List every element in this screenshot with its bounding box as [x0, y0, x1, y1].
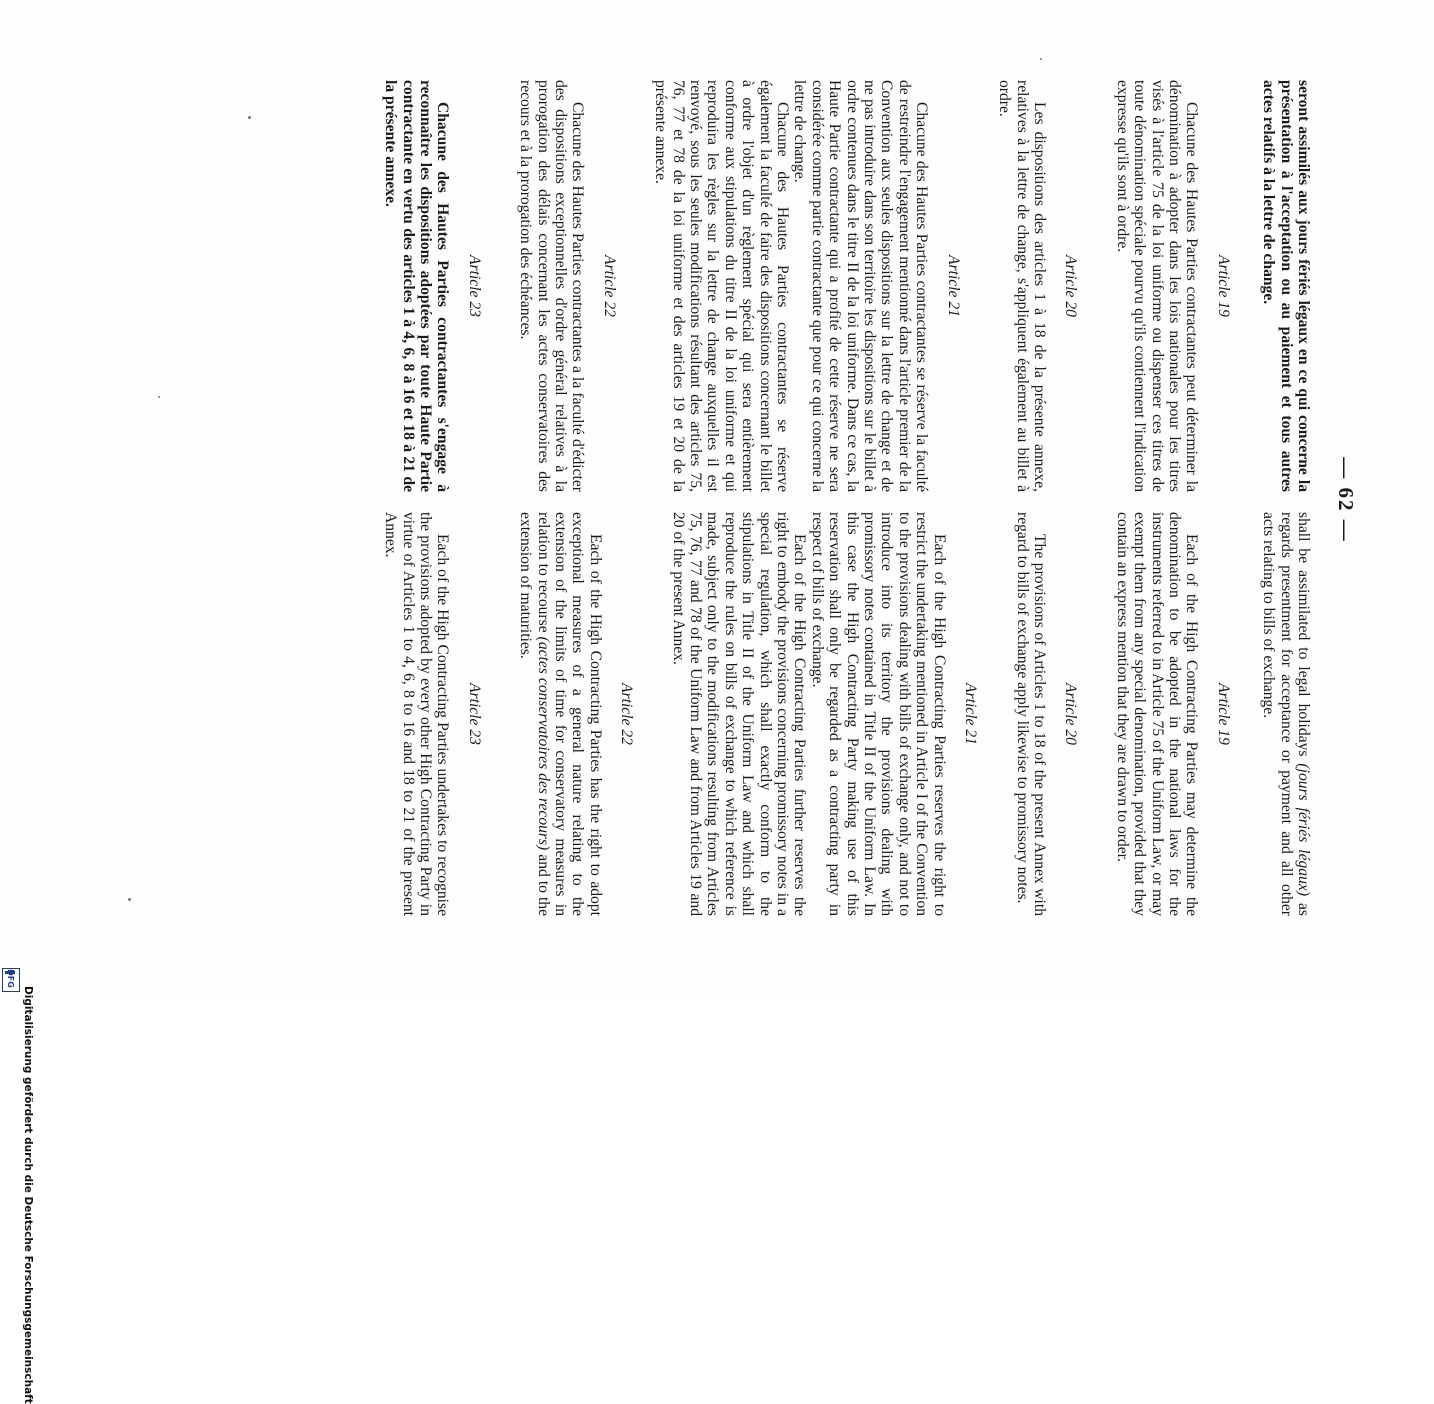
english-article-22-part-a: Each of the High Contracting Parties has the right to adopt exceptional measures of a general nature relating to the extension of the limits of time for conservatory measures in relation to recourse — [534, 512, 604, 916]
english-column — [382, 512, 1312, 916]
french-article-21-para-2: Chacune des Hautes Parties contractantes se réserve également la faculté de faire des dispositions concernant le billet à ordre l'objet d'un règlement spécial qui sera entièrement conforme aux stipulations du titre II de la loi uniforme et qui reproduira les règles sur la lettre de change auxquelles il est renvoyé, sous les seules modifications résultant des articles 75, 76, 77 et 78 de la loi uniforme et des articles 19 et 20 de la présente annexe. — [652, 80, 792, 492]
english-intro-part-a: shall be assimilated to legal holidays — [1295, 512, 1312, 764]
english-article-21-para-2: Each of the High Contracting Parties further reserves the right to embody the provisions concerning promissory notes in a special regulation, which shall exactly conform to the stipulations in Title II of the Uniform Law and which shall reproduce the rules on bills of exchange to which reference is made, subject only to the modifications resulting from Articles 75, 76, 77 and 78 of the Uniform Law and from Articles 19 and 20 of the present Annex. — [669, 512, 809, 916]
english-article-23-heading: Article 23 — [465, 683, 483, 745]
scan-speck — [128, 898, 131, 901]
english-article-19-heading: Article 19 — [1214, 683, 1232, 745]
dfg-logo — [2, 968, 20, 992]
french-intro: seront assimilés aux jours fériés légaux en ce qui concerne la présentation à l'acceptation ou au paiement et tous autres actes relatifs à la lettre de change. — [1260, 80, 1312, 492]
french-article-23-text: Chacune des Hautes Parties contractantes s'engage à reconnaître les dispositions adoptées par toute Haute Partie contractante en vertu des articles 1 à 4, 6, 8 à 16 et 18 à 21 de la présente annexe. — [382, 80, 452, 492]
english-intro-italic: (jours fériés légaux) — [1295, 763, 1312, 897]
english-article-22-italic: (actes conservatoires des recours) — [534, 636, 552, 851]
digitization-credit: Digitalisierung gefördert durch die Deutsche Forschungsgemeinschaft — [22, 986, 34, 1404]
english-article-20-heading: Article 20 — [1062, 683, 1080, 745]
french-column — [382, 80, 1312, 492]
english-article-22-text — [517, 512, 604, 916]
english-article-22-heading: Article 22 — [618, 683, 636, 745]
scan-speck — [248, 116, 251, 119]
french-article-21-para-1: Chacune des Hautes Parties contractantes se réserve la faculté de restreindre l'engagement mentionné dans l'article premier de la Convention aux seules dispositions sur la lettre de change et de ne pas introduire dans son territoire les dispositions sur le billet à ordre contenues dans le titre II de la loi uniforme. Dans ce cas, la Haute Partie contractante qui a profité de cette réserve ne sera considérée comme partie contractante que pour ce qui concerne la lettre de change. — [791, 80, 931, 492]
english-article-21-para-1: Each of the High Contracting Parties reserves the right to restrict the undertaking mentioned in Article I of the Convention to the provisions dealing with bills of exchange only, and not to introduce into its territory the provisions dealing with promissory notes contained in Title II of the Uniform Law. In this case the High Contracting Party making use of this reservation shall only be regarded as a contracting party in respect of bills of exchange. — [808, 512, 948, 916]
french-article-20-heading: Article 20 — [1062, 255, 1080, 317]
french-article-21-heading: Article 21 — [944, 255, 962, 317]
french-article-20-text: Les dispositions des articles 1 à 18 de la présente annexe, relatives à la lettre de change, s'appliquent également au billet à ordre. — [996, 80, 1048, 492]
english-article-22-part-b: and to the extension of maturities. — [517, 512, 552, 917]
french-article-22-heading: Article 22 — [600, 255, 618, 317]
english-article-20-text: The provisions of Articles 1 to 18 of the present Annex with regard to bills of exchange apply likewise to promissory notes. — [1013, 512, 1048, 916]
page-number: — 62 — — [1334, 457, 1358, 543]
scan-speck — [158, 396, 160, 398]
french-article-19-heading: Article 19 — [1214, 255, 1232, 317]
english-article-21-heading: Article 21 — [962, 683, 980, 745]
english-intro-part-b: as regards presentment for acceptance or payment and all other acts relating to bills of exchange. — [1260, 512, 1312, 916]
english-article-23-text: Each of the High Contracting Parties undertakes to recognise the provisions adopted by every other High Contracting Party in virtue of Articles 1 to 4, 6, 8 to 16 and 18 to 21 of the present Annex. — [382, 512, 452, 916]
english-intro — [1260, 512, 1312, 916]
english-article-19-text: Each of the High Contracting Parties may determine the denomination to be adopted in the national laws for the instruments referred to in Article 75 of the Uniform Law, or may exempt them from any special denomination, provided that they contain an express mention that they are drawn to order. — [1113, 512, 1201, 916]
french-article-19-text: Chacune des Hautes Parties contractantes peut déterminer la dénomination à adopter dans les lois nationales pour les titres visés à l'article 75 de la loi uniforme ou dispenser ces titres de toute dénomination spéciale pourvu qu'ils contiennent l'indication expresse qu'ils sont à ordre. — [1113, 80, 1201, 492]
scan-speck — [1040, 58, 1042, 60]
french-article-23-heading: Article 23 — [465, 255, 483, 317]
dfg-logo-text: DFG — [5, 969, 15, 988]
french-article-22-text: Chacune des Hautes Parties contractantes a la faculté d'édicter des dispositions exceptionnelles d'ordre général relatives à la prorogation des délais concernant les actes conservatoires des recours et à la prorogation des échéances. — [517, 80, 587, 492]
